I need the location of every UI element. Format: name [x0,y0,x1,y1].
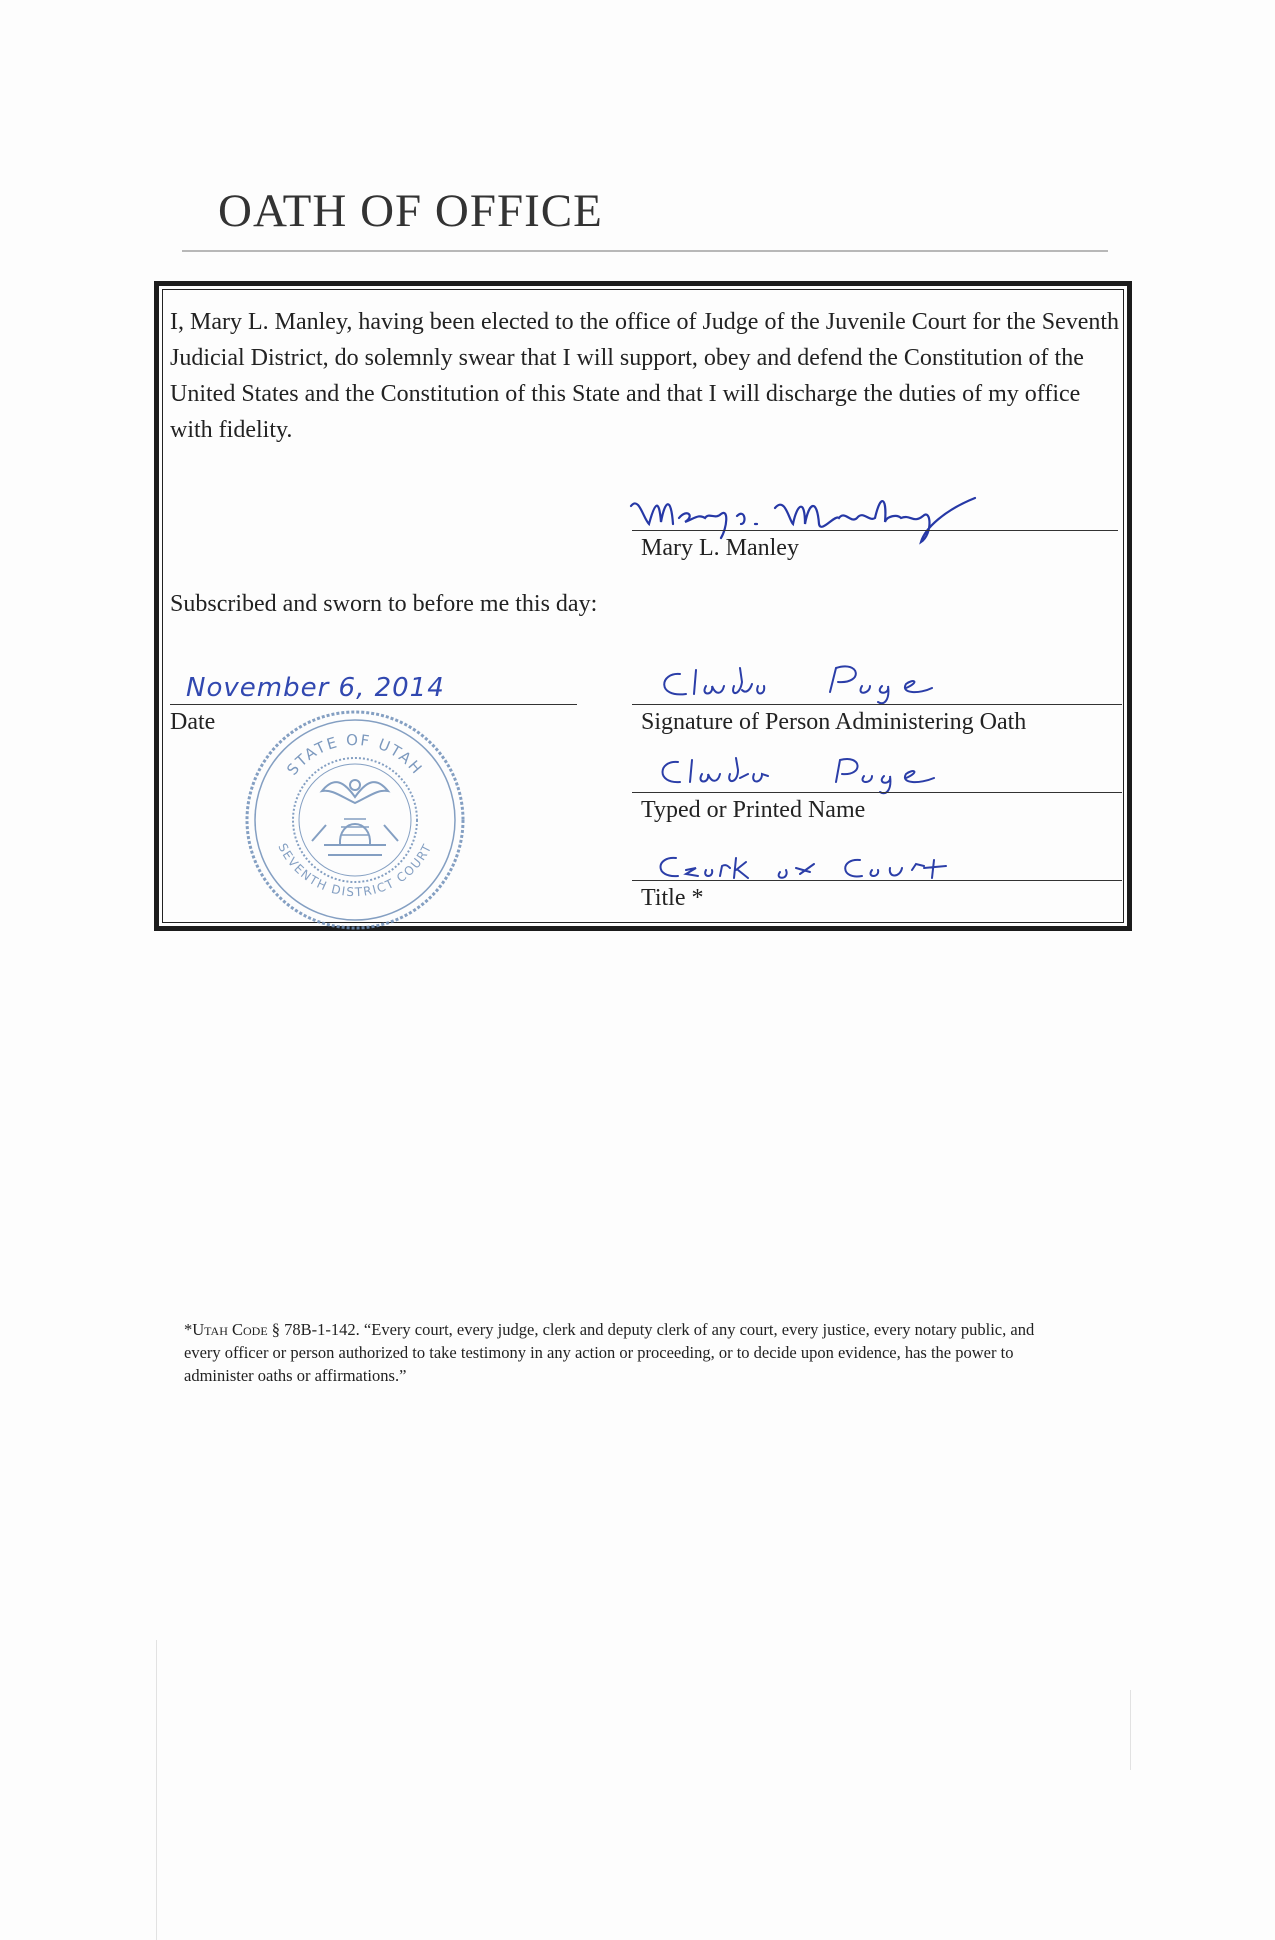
scan-edge-mark [156,1640,157,1940]
svg-text:STATE OF UTAH [283,731,426,779]
title-label: Title * [641,885,704,911]
date-label: Date [170,709,216,735]
affiant-signature-line [632,530,1118,531]
reverse-side-show-through [180,780,1080,794]
administrator-signature-line [632,704,1122,705]
seal-bottom-text: SEVENTH DISTRICT COURT [275,841,435,900]
footnote [184,1318,1074,1387]
printed-name-label: Typed or Printed Name [641,797,866,823]
date-handwritten: November 6, 2014 [186,673,445,703]
scan-edge-mark-right [1130,1690,1131,1770]
oath-text: I, Mary L. Manley, having been elected to the office of Judge of the Juvenile Court for the Seventh Judicial District, do solemnly swear that I will support, obey and defend the Constitution of the United States and the Constitution of this State and that I will discharge the duties of my office with fidelity. [170,309,1120,443]
title-line [632,880,1122,881]
court-seal [240,705,470,935]
title-rule [182,250,1108,252]
administrator-signature [650,660,1010,710]
subscribed-statement: Subscribed and sworn to before me this day: [170,591,598,617]
svg-text:SEVENTH DISTRICT COURT [275,841,434,899]
document-title: OATH OF OFFICE [218,185,603,237]
seal-top-text: STATE OF UTAH [283,730,427,779]
administrator-signature-label: Signature of Person Administering Oath [641,709,1027,735]
affiant-printed-name: Mary L. Manley [641,535,799,561]
footnote-code-prefix: *Utah Code [184,1320,268,1339]
footnote-text: § 78B-1-142. “Every court, every judge, clerk and deputy clerk of any court, every justice, every notary public, and every officer or person authorized to take testimony in any action or proceeding, or to decide upon evidence, has the power to administer oaths or affirmations.” [184,1320,1035,1385]
